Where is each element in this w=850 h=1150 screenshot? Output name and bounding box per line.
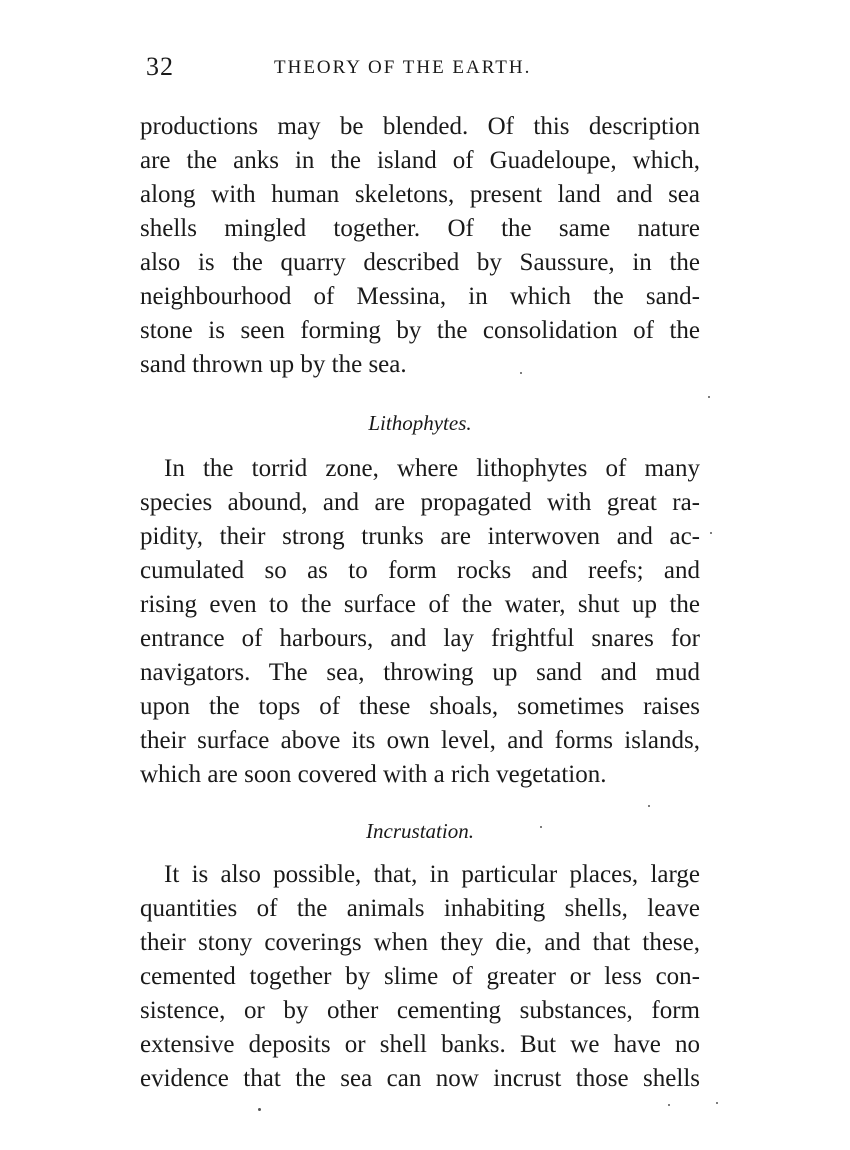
text-line: upon the tops of these shoals, sometimes raises (140, 693, 700, 720)
text-line: cumulated so as to form rocks and reefs; and (140, 557, 700, 584)
text-line: It is also possible, that, in particular places, large (164, 861, 700, 888)
section-heading-incrustation: Incrustation. (366, 819, 474, 843)
text-line: sistence, or by other cementing substances, form (140, 997, 700, 1024)
text-line: pidity, their strong trunks are interwoven and ac- (140, 523, 700, 550)
running-title: THEORY OF THE EARTH. (274, 57, 532, 78)
text-line: productions may be blended. Of this description (140, 113, 700, 140)
paragraph-2 (140, 452, 700, 792)
text-line: stone is seen forming by the consolidation of the (140, 317, 700, 344)
text-line: sand thrown up by the sea. (140, 351, 407, 378)
paragraph-1 (140, 110, 700, 382)
text-line: quantities of the animals inhabiting shells, leave (140, 895, 700, 922)
text-line: extensive deposits or shell banks. But we have no (140, 1031, 700, 1058)
text-line: In the torrid zone, where lithophytes of many (164, 455, 700, 482)
section-heading-lithophytes: Lithophytes. (368, 411, 472, 435)
paragraph-3 (140, 858, 700, 1096)
running-head (146, 52, 706, 86)
page-number: 32 (146, 52, 174, 81)
text-line: along with human skeletons, present land and sea (140, 181, 700, 208)
text-line: are the anks in the island of Guadeloupe, which, (140, 147, 700, 174)
text-line: species abound, and are propagated with great ra- (140, 489, 700, 516)
text-line: shells mingled together. Of the same nature (140, 215, 700, 242)
text-line: evidence that the sea can now incrust those shells (140, 1065, 700, 1092)
text-line: cemented together by slime of greater or less con- (140, 963, 700, 990)
text-line: rising even to the surface of the water, shut up the (140, 591, 700, 618)
text-line: neighbourhood of Messina, in which the sand- (140, 283, 700, 310)
text-line: their stony coverings when they die, and that these, (140, 929, 700, 956)
text-line: their surface above its own level, and forms islands, (140, 727, 700, 754)
text-line: navigators. The sea, throwing up sand and mud (140, 659, 700, 686)
text-line: also is the quarry described by Saussure, in the (140, 249, 700, 276)
text-line: which are soon covered with a rich vegetation. (140, 761, 607, 788)
text-line: entrance of harbours, and lay frightful snares for (140, 625, 700, 652)
